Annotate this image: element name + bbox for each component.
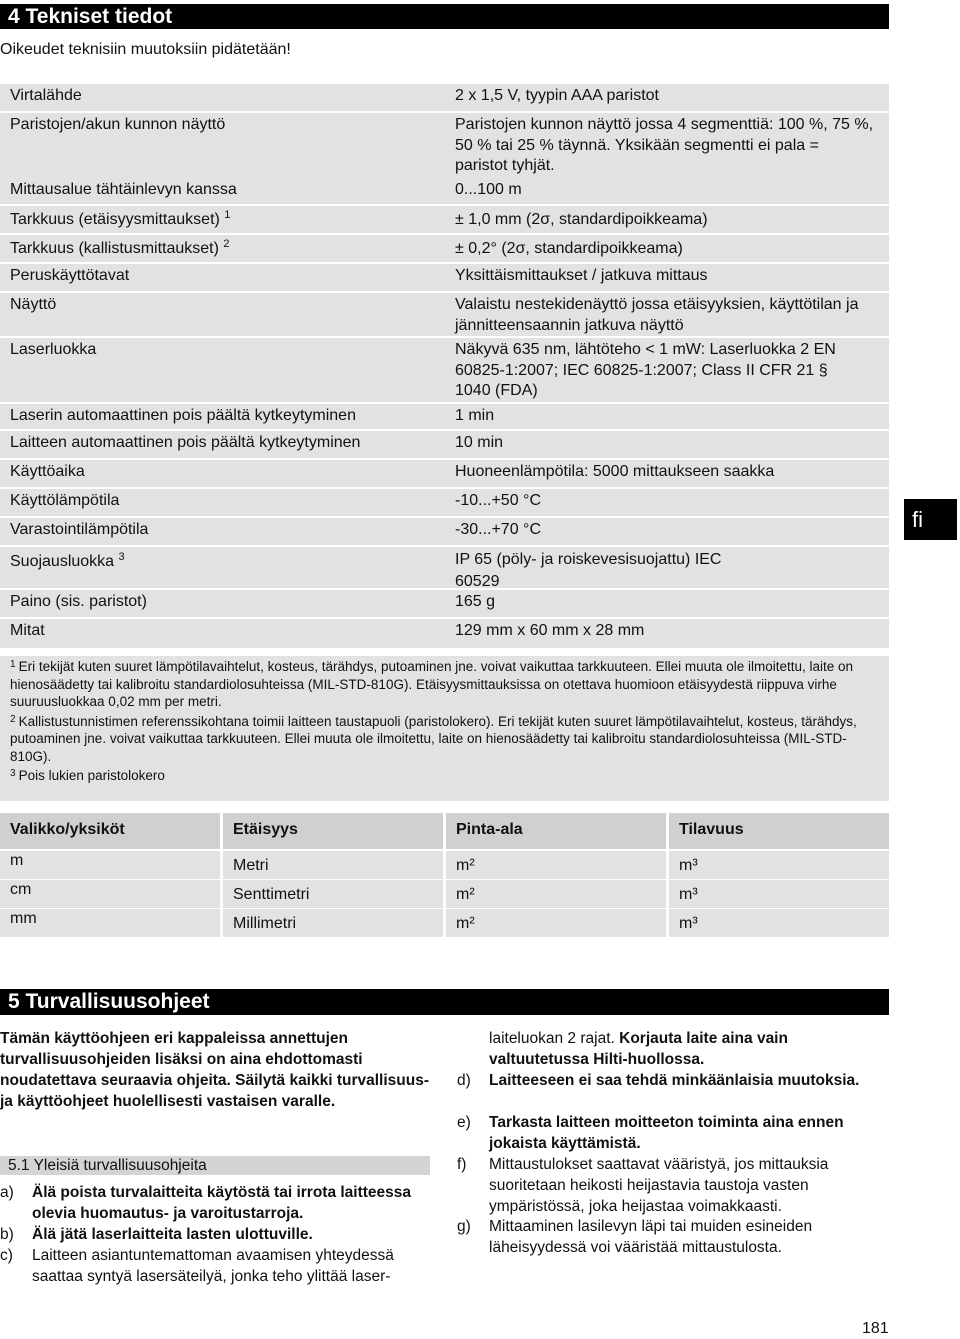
spec-key: Käyttölämpötila — [10, 492, 120, 509]
spec-row — [0, 293, 889, 338]
footnote: $^3$ Pois lukien paristolokero — [10, 768, 165, 783]
page-number: 181 — [862, 1320, 889, 1337]
spec-row — [0, 590, 889, 619]
units-cell: m² — [446, 909, 666, 937]
spec-key: Tarkkuus (kallistusmittaukset) $^2$ — [10, 238, 230, 257]
spec-value: Yksittäismittaukset / jatkuva mittaus — [455, 267, 708, 284]
table-row — [0, 851, 889, 879]
spec-value: Valaistu nestekidenäyttö jossa etäisyyksien, käyttötilan ja jännitteensaannin jatkuva näyttö — [455, 296, 859, 334]
units-cell: mm — [0, 909, 220, 937]
units-cell: cm — [0, 880, 220, 908]
spec-key: Näyttö — [10, 296, 57, 313]
list-item-text: Älä jätä laserlaitteita lasten ulottuville. — [32, 1226, 313, 1243]
list-item-text: Mittaustulokset saattavat vääristyä, jos mittauksia suoritetaan heikosti heijastavia taustoja vasten ympäristössä, joka heijastaa voimakkaasti. — [489, 1156, 829, 1215]
table-row — [0, 909, 889, 937]
units-cell: Millimetri — [223, 909, 443, 937]
spec-divider — [0, 648, 889, 656]
spec-row — [0, 404, 889, 431]
language-tab: fi — [904, 499, 957, 540]
spec-value: 10 min — [455, 434, 504, 451]
list-item-label: f) — [457, 1156, 467, 1173]
spec-value: Näkyvä 635 nm, lähtöteho < 1 mW: Laserluokka 2 EN 60825-1:2007; IEC 60825-1:2007; Class II CFR 21 § 1040 (FDA) — [455, 341, 836, 399]
list-item-text: Laitteeseen ei saa tehdä minkäänlaisia muutoksia. — [489, 1072, 860, 1089]
footnote: $^2$ Kallistustunnistimen referenssikohtana toimii laitteen taustapuoli (paristolokero). Eri tekijät kuten suuret lämpötilavaihtelut, kosteus, tärähdys, putoaminen jne. voivat vaikuttaa tarkkuuteen. Ellei muuta ole ilmoitettu, laite on hienosäädetty tai kalibroitu standardiolosuhteissa (MIL-STD-810G). — [10, 713, 857, 764]
spec-row — [0, 84, 889, 113]
list-item-label: g) — [457, 1218, 471, 1235]
section-subtitle: Oikeudet teknisiin muutoksiin pidätetään! — [0, 41, 291, 58]
spec-value: IP 65 (pöly- ja roiskevesisuojattu) IEC 60529 — [455, 551, 722, 590]
spec-key: Virtalähde — [10, 87, 82, 104]
safety-intro: Tämän käyttöohjeen eri kappaleissa annettujen turvallisuusohjeiden lisäksi on aina ehdottomasti noudatettava seuraavia ohjeita. Säilytä kaikki turvallisuus- ja käyttöohjeet huolellisesti vastaisen varalle. — [0, 1030, 430, 1110]
list-item-label: d) — [457, 1072, 471, 1089]
list-item-text: Tarkasta laitteen moitteeton toiminta aina ennen jokaista käyttämistä. — [489, 1114, 844, 1152]
spec-value: ± 0,2° (2σ, standardipoikkeama) — [455, 240, 683, 257]
list-item-label: a) — [0, 1184, 14, 1201]
units-cell: m³ — [669, 851, 889, 879]
spec-row — [0, 547, 889, 590]
spec-key: Paino (sis. paristot) — [10, 593, 147, 610]
spec-value: -30...+70 °C — [455, 521, 541, 538]
spec-key: Mittausalue tähtäinlevyn kanssa — [10, 181, 237, 198]
list-item-label: e) — [457, 1114, 471, 1131]
footnote-ref: 3 — [118, 551, 125, 563]
spec-row — [0, 460, 889, 489]
spec-row — [0, 489, 889, 518]
spec-key: Käyttöaika — [10, 463, 85, 480]
list-item-text: Mittaaminen lasilevyn läpi tai muiden esineiden läheisyydessä voi vääristää mittaustulosta. — [489, 1218, 813, 1256]
spec-value: 1 min — [455, 407, 495, 424]
spec-key: Tarkkuus (etäisyysmittaukset) $^1$ — [10, 209, 231, 228]
list-item-continuation: laiteluokan 2 rajat. Korjauta laite aina vain valtuutetussa Hilti-huollossa. — [489, 1030, 788, 1068]
footnote-ref: 2 — [223, 238, 230, 250]
list-item-text: Älä poista turvalaitteita käytöstä tai irrota laitteessa olevia huomautus- ja varoitustarroja. — [32, 1184, 412, 1222]
spec-key: Varastointilämpötila — [10, 521, 149, 538]
spec-value: 165 g — [455, 593, 496, 610]
spec-value: -10...+50 °C — [455, 492, 541, 509]
spec-key: Laserin automaattinen pois päältä kytkeytyminen — [10, 407, 356, 424]
spec-row — [0, 113, 889, 182]
list-item-label: c) — [0, 1247, 13, 1264]
units-header-cell: Valikko/yksiköt — [0, 813, 220, 849]
list-item-label: b) — [0, 1226, 14, 1243]
spec-row — [0, 264, 889, 293]
units-header-cell: Etäisyys — [223, 813, 443, 849]
spec-key: Laitteen automaattinen pois päältä kytkeytyminen — [10, 434, 361, 451]
spec-row — [0, 206, 889, 235]
spec-value: ± 1,0 mm (2σ, standardipoikkeama) — [455, 211, 708, 228]
spec-value: Paristojen kunnon näyttö jossa 4 segmenttiä: 100 %, 75 %, 50 % tai 25 % täynnä. Yksikään segmentti ei pala = paristot tyhjät. — [455, 116, 874, 174]
spec-row — [0, 518, 889, 547]
list-item-text: Laitteen asiantuntemattoman avaamisen yhteydessä saattaa syntyä lasersäteilyä, jonka teho ylittää laser- — [32, 1247, 394, 1285]
spec-row — [0, 178, 889, 206]
units-header-cell: Tilavuus — [669, 813, 889, 849]
spec-key: Peruskäyttötavat — [10, 267, 130, 284]
units-cell: m² — [446, 880, 666, 908]
units-header-row — [0, 813, 889, 849]
spec-key: Mitat — [10, 622, 45, 639]
spec-value: 129 mm x 60 mm x 28 mm — [455, 622, 645, 639]
subsection-heading: 5.1 Yleisiä turvallisuusohjeita — [0, 1156, 430, 1175]
footnotes — [10, 656, 880, 785]
spec-row — [0, 431, 889, 460]
units-cell: Metri — [223, 851, 443, 879]
units-cell: m³ — [669, 880, 889, 908]
footnote: $^1$ Eri tekijät kuten suuret lämpötilavaihtelut, kosteus, tärähdys, putoaminen jne. voivat vaikuttaa tarkkuuteen. Ellei muuta ole ilmoitettu, laite on hienosäädetty tai kalibroitu standardiolosuhteissa (MIL-STD-810G). Etäisyysmittauksissa on otettava huomioon etäisyydestä riippuva virhe suuruusluokkaa 0,02 mm per metri. — [10, 659, 854, 709]
section-heading-tekniset-tiedot: 4 Tekniset tiedot — [0, 4, 889, 29]
spec-row — [0, 338, 889, 404]
units-cell: m³ — [669, 909, 889, 937]
footnote-ref: 1 — [224, 209, 231, 221]
spec-row — [0, 235, 889, 264]
spec-key: Laserluokka — [10, 341, 97, 358]
spec-key: Paristojen/akun kunnon näyttö — [10, 116, 226, 133]
spec-value: Huoneenlämpötila: 5000 mittaukseen saakka — [455, 463, 775, 480]
units-cell: Senttimetri — [223, 880, 443, 908]
units-cell: m² — [446, 851, 666, 879]
spec-value: 0...100 m — [455, 181, 522, 198]
units-cell: m — [0, 851, 220, 879]
spec-key: Suojausluokka $^3$ — [10, 551, 125, 570]
table-row — [0, 880, 889, 908]
spec-value: 2 x 1,5 V, tyypin AAA paristot — [455, 87, 659, 104]
section-heading-turvallisuusohjeet: 5 Turvallisuusohjeet — [0, 989, 889, 1015]
units-header-cell: Pinta-ala — [446, 813, 666, 849]
spec-row — [0, 619, 889, 648]
